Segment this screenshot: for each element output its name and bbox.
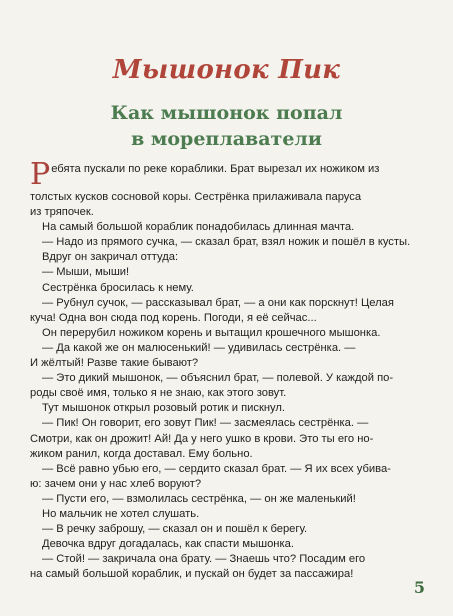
paragraph-line: жиком ранил, когда доставал. Ему больно.	[30, 447, 253, 460]
paragraph-line: Вдруг он закричал оттуда:	[42, 251, 179, 264]
chapter-title-line-1: Как мышонок попал	[110, 102, 343, 124]
paragraph-line: — В речку заброшу, — сказал он и пошёл к берегу.	[42, 523, 308, 536]
paragraph-line: — Пусти его, — взмолилась сестрёнка, — он же маленький!	[42, 492, 356, 505]
paragraph-line	[30, 162, 435, 190]
paragraph-line: — Рубнул сучок, — рассказывал брат, — а они как порскнут! Целая	[42, 296, 394, 309]
line-text: ебята пускали по реке кораблики. Брат вырезал их ножиком из	[51, 163, 380, 175]
page-number: 5	[413, 578, 425, 597]
paragraph-line: — Надо из прямого сучка, — сказал брат, взял ножик и пошёл в кусты.	[42, 236, 411, 249]
paragraph-line: из тряпочек.	[30, 206, 94, 219]
book-title: Мышонок Пик	[112, 55, 341, 85]
paragraph-line: Смотри, как он дрожит! Ай! Да у него ушко в крови. Это ты его но-	[30, 432, 374, 445]
paragraph-line: Но мальчик не хотел слушать.	[42, 507, 200, 520]
paragraph-line: ю: зачем они у нас хлеб воруют?	[30, 477, 202, 490]
drop-cap: Р	[30, 162, 51, 190]
paragraph-line: — Стой! — закричала она брату. — Знаешь что? Посадим его	[42, 553, 366, 566]
paragraph-line: — Да какой же он малюсенький! — удивилась сестрёнка. —	[42, 341, 356, 354]
paragraph-line: — Всё равно убью его, — сердито сказал брат. — Я их всех убива-	[42, 462, 391, 475]
paragraph-line: Тут мышонок открыл розовый ротик и пискнул.	[42, 402, 286, 415]
paragraph-line: — Пик! Он говорит, его зовут Пик! — засмеялась сестрёнка. —	[42, 417, 369, 430]
paragraph-line: толстых кусков сосновой коры. Сестрёнка прилаживала паруса	[30, 191, 362, 203]
chapter-title-line-2: в мореплаватели	[131, 128, 322, 150]
chapter-title	[0, 100, 453, 152]
paragraph-line: — Это дикий мышонок, — объяснил брат, — полевой. У каждой по-	[42, 372, 394, 385]
paragraph-line: куча! Одна вон сюда под корень. Погоди, я её сейчас...	[30, 311, 317, 324]
paragraph-line: на самый большой кораблик, и пускай он будет за пассажира!	[30, 568, 354, 581]
paragraph-line: Сестрёнка бросилась к нему.	[42, 281, 194, 294]
paragraph-line: И жёлтый! Разве такие бывают?	[30, 357, 199, 370]
paragraph-line: — Мыши, мыши!	[42, 266, 130, 279]
paragraph-line: роды своё имя, только я не знаю, как этого зовут.	[30, 387, 287, 400]
paragraph-line: На самый большой кораблик понадобилась длинная мачта.	[42, 221, 355, 234]
story-text	[30, 162, 435, 582]
paragraph-line: Девочка вдруг догадалась, как спасти мышонка.	[42, 538, 294, 551]
paragraph-line: Он перерубил ножиком корень и вытащил крошечного мышонка.	[42, 326, 381, 339]
